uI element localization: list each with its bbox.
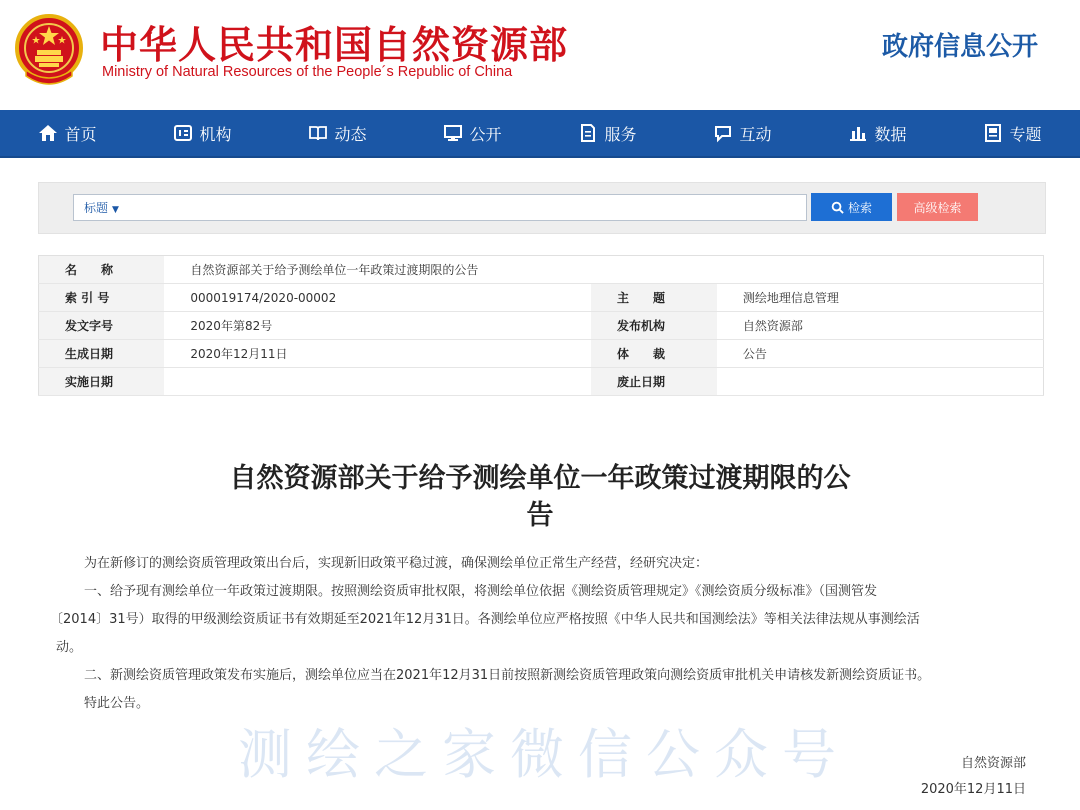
nav-item-topic[interactable] bbox=[945, 110, 1080, 156]
genre-label: 体 裁 bbox=[591, 340, 717, 368]
nav-item-news[interactable] bbox=[270, 110, 405, 156]
table-row bbox=[39, 368, 1044, 396]
topic-icon bbox=[983, 123, 1003, 143]
table-row bbox=[39, 256, 1044, 284]
table-row bbox=[39, 284, 1044, 312]
bar-chart-icon bbox=[848, 123, 868, 143]
main-nav bbox=[0, 110, 1080, 158]
doc-no-label: 发文字号 bbox=[39, 312, 165, 340]
nav-item-label: 公开 bbox=[469, 124, 502, 144]
effective-label: 实施日期 bbox=[39, 368, 165, 396]
paragraph-1-line2: 〔2014〕31号）取得的甲级测绘资质证书有效期延至2021年12月31日。各测绘单位应严格按照《中华人民共和国测绘法》等相关法律法规从事测绘活 bbox=[50, 612, 920, 627]
site-header bbox=[0, 0, 1080, 110]
closing-note: 特此公告。 bbox=[84, 696, 150, 711]
national-emblem-icon bbox=[14, 12, 84, 86]
search-button[interactable]: 检索 bbox=[811, 193, 892, 221]
topic-label: 主 题 bbox=[591, 284, 717, 312]
search-icon bbox=[831, 201, 844, 214]
genre-value: 公告 bbox=[717, 340, 1044, 368]
nav-item-label: 专题 bbox=[1009, 124, 1042, 144]
search-input[interactable] bbox=[73, 194, 807, 221]
document-title bbox=[200, 460, 880, 534]
gov-info-link[interactable]: 政府信息公开 bbox=[881, 32, 1038, 62]
created-label: 生成日期 bbox=[39, 340, 165, 368]
nav-item-home[interactable] bbox=[0, 110, 135, 156]
book-icon bbox=[308, 123, 328, 143]
monitor-icon bbox=[443, 123, 463, 143]
site-title-cn: 中华人民共和国自然资源部 bbox=[100, 23, 569, 67]
document-title-line: 自然资源部关于给予测绘单位一年政策过渡期限的公 bbox=[229, 463, 851, 494]
nav-item-interact[interactable] bbox=[675, 110, 810, 156]
org-icon bbox=[173, 123, 193, 143]
expire-label: 废止日期 bbox=[591, 368, 717, 396]
document-info-table bbox=[38, 255, 1044, 396]
watermark: 测绘之家微信公众号 bbox=[238, 723, 850, 786]
chevron-down-icon: ▼ bbox=[112, 205, 119, 215]
search-type-select[interactable]: 标题 ▼ bbox=[84, 201, 119, 215]
paragraph-2: 二、新测绘资质管理政策发布实施后，测绘单位应当在2021年12月31日前按照新测绘资质管理政策向测绘资质审批机关申请核发新测绘资质证书。 bbox=[84, 668, 931, 683]
nav-item-label: 动态 bbox=[334, 124, 367, 144]
nav-item-label: 互动 bbox=[739, 124, 772, 144]
nav-item-data[interactable] bbox=[810, 110, 945, 156]
nav-item-label: 机构 bbox=[199, 124, 232, 144]
created-value: 2020年12月11日 bbox=[164, 340, 591, 368]
paragraph-intro: 为在新修订的测绘资质管理政策出台后，实现新旧政策平稳过渡，确保测绘单位正常生产经营，经研究决定： bbox=[84, 556, 709, 571]
nav-item-label: 服务 bbox=[604, 124, 637, 144]
search-panel bbox=[38, 182, 1046, 234]
nav-item-org[interactable] bbox=[135, 110, 270, 156]
signature-org: 自然资源部 bbox=[960, 756, 1026, 771]
chat-icon bbox=[713, 123, 733, 143]
index-label: 索 引 号 bbox=[39, 284, 165, 312]
issuer-value: 自然资源部 bbox=[717, 312, 1044, 340]
nav-item-label: 数据 bbox=[874, 124, 907, 144]
nav-item-service[interactable] bbox=[540, 110, 675, 156]
document-icon bbox=[578, 123, 598, 143]
document-title-line: 告 bbox=[526, 500, 554, 531]
paragraph-1-line1: 一、给予现有测绘单位一年政策过渡期限。按照测绘资质审批权限，将测绘单位依据《测绘资质管理规定》《测绘资质分级标准》（国测管发 bbox=[84, 584, 878, 599]
name-value: 自然资源部关于给予测绘单位一年政策过渡期限的公告 bbox=[164, 256, 1043, 284]
name-label: 名 称 bbox=[39, 256, 165, 284]
doc-no-value: 2020年第82号 bbox=[164, 312, 591, 340]
site-title-en: Ministry of Natural Resources of the People´s Republic of China bbox=[102, 64, 513, 80]
nav-item-public[interactable] bbox=[405, 110, 540, 156]
home-icon bbox=[38, 123, 58, 143]
table-row bbox=[39, 312, 1044, 340]
issuer-label: 发布机构 bbox=[591, 312, 717, 340]
effective-value bbox=[164, 368, 591, 396]
paragraph-1-line3: 动。 bbox=[56, 640, 83, 655]
signature-date: 2020年12月11日 bbox=[920, 782, 1026, 797]
index-value: 000019174/2020-00002 bbox=[164, 284, 591, 312]
expire-value bbox=[717, 368, 1044, 396]
topic-value: 测绘地理信息管理 bbox=[717, 284, 1044, 312]
nav-item-label: 首页 bbox=[64, 124, 97, 144]
advanced-search-button[interactable]: 高级检索 bbox=[897, 193, 978, 221]
table-row bbox=[39, 340, 1044, 368]
